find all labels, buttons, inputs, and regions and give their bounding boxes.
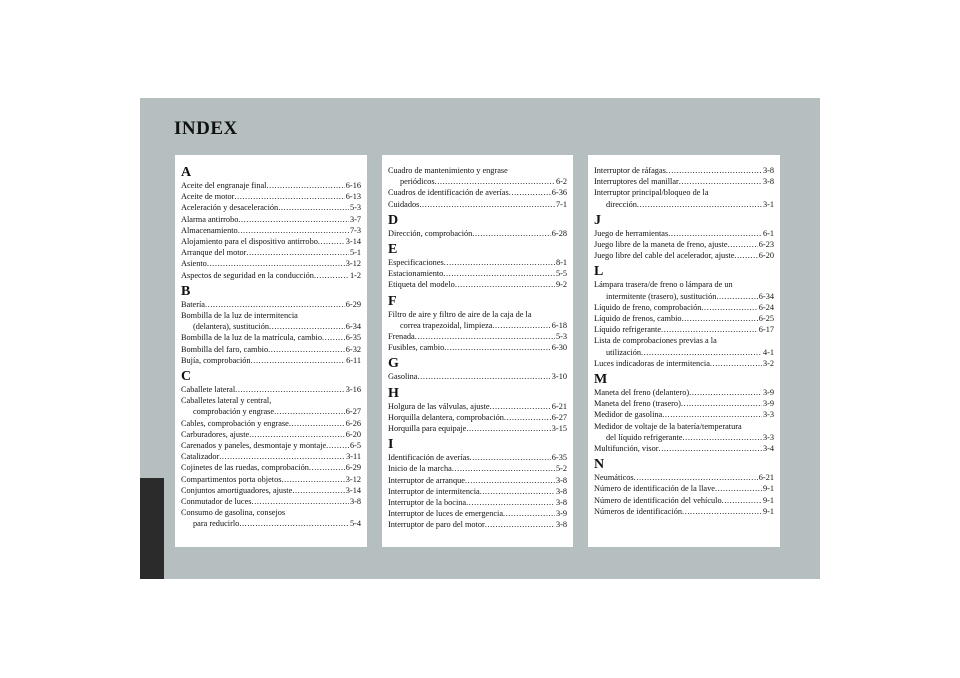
entry-text: comprobación y engrase [193, 407, 275, 417]
entry-page-number: 6-18 [551, 320, 567, 330]
entry-text: Juego de herramientas [594, 228, 669, 238]
index-entry [594, 335, 774, 357]
index-entry [388, 401, 567, 412]
index-entry [388, 165, 567, 187]
dot-leader [485, 519, 555, 530]
index-entry [594, 228, 774, 239]
index-entry [181, 485, 361, 496]
entry-text: Maneta del freno (trasero) [594, 399, 681, 409]
dot-leader [504, 412, 551, 423]
dot-leader [309, 462, 345, 473]
entry-text: Multifunción, visor [594, 444, 659, 454]
entry-page-number: 9-2 [555, 280, 567, 290]
section-letter-e: E [388, 242, 398, 258]
entry-text: Etiqueta del modelo [388, 280, 455, 290]
entry-text: Aspectos de seguridad en la conducción [181, 270, 314, 280]
entry-page-number: 3-8 [555, 475, 567, 485]
dot-leader [662, 409, 762, 420]
entry-text: Cojinetes de las ruedas, comprobación [181, 463, 309, 473]
entry-text: Medidor de gasolina [594, 410, 663, 420]
dot-leader [634, 472, 758, 483]
entry-page-number: 3-15 [551, 424, 567, 434]
index-entry [594, 506, 774, 517]
dot-leader [679, 176, 762, 187]
entry-page-number: 6-1 [762, 228, 774, 238]
entry-text: Juego libre del cable del acelerador, ajuste [594, 251, 735, 261]
index-entry [181, 451, 361, 462]
index-entry [388, 497, 567, 508]
entry-page-number: 6-13 [345, 192, 361, 202]
entry-text: Juego libre de la maneta de freno, ajuste [594, 240, 728, 250]
entry-text: Inicio de la marcha [388, 464, 452, 474]
entry-page-number: 6-23 [758, 240, 774, 250]
index-entry [594, 443, 774, 454]
entry-page-number: 3-8 [762, 177, 774, 187]
chapter-tab [140, 478, 164, 579]
entry-text: Especificaciones [388, 258, 444, 268]
dot-leader [666, 165, 762, 176]
entry-text: Filtro de aire y filtro de aire de la caja de la [388, 309, 532, 319]
entry-page-number: 6-20 [345, 429, 361, 439]
index-entry [594, 324, 774, 335]
dot-leader [249, 429, 345, 440]
entry-page-number: 3-14 [345, 485, 361, 495]
index-entry [388, 309, 567, 331]
entry-text: Interruptor de luces de emergencia [388, 509, 504, 519]
entry-page-number: 6-20 [758, 251, 774, 261]
entry-page-number: 6-17 [758, 325, 774, 335]
index-column-2 [382, 155, 573, 547]
entry-text: del líquido refrigerante [606, 432, 683, 442]
index-entry [594, 279, 774, 301]
dot-leader [314, 270, 349, 281]
dot-leader [466, 497, 555, 508]
section-letter-n: N [594, 457, 605, 473]
entry-page-number: 3-1 [762, 199, 774, 209]
entry-page-number: 3-9 [762, 388, 774, 398]
index-entry [181, 474, 361, 485]
dot-leader [710, 358, 762, 369]
dot-leader [492, 320, 550, 331]
dot-leader [281, 474, 344, 485]
entry-text: Líquido de freno, comprobación [594, 302, 702, 312]
index-entry [594, 250, 774, 261]
dot-leader [490, 401, 551, 412]
entry-page-number: 5-1 [349, 248, 361, 258]
entry-page-number: 3-8 [349, 497, 361, 507]
dot-leader [269, 321, 345, 332]
entry-text: dirección [606, 199, 637, 209]
entry-text: Maneta del freno (delantero) [594, 388, 690, 398]
entry-page-number: 3-9 [555, 509, 567, 519]
entry-text: Bombilla de la luz de la matrícula, cambio [181, 333, 322, 343]
entry-page-number: 5-4 [349, 519, 361, 529]
index-entry [181, 214, 361, 225]
index-entry [388, 342, 567, 353]
entry-page-number: 6-25 [758, 314, 774, 324]
entry-text: Luces indicadoras de intermitencia [594, 358, 710, 368]
index-column-3 [588, 155, 780, 547]
entry-text: Holgura de las válvulas, ajuste [388, 401, 490, 411]
dot-leader [435, 176, 555, 187]
index-entry [181, 191, 361, 202]
dot-leader [728, 239, 758, 250]
index-entry [181, 496, 361, 507]
index-entry [388, 475, 567, 486]
section-letter-d: D [388, 212, 399, 228]
entry-text: correa trapezoidal, limpieza [400, 320, 493, 330]
entry-page-number: 3-2 [762, 358, 774, 368]
entry-page-number: 6-29 [345, 463, 361, 473]
entry-page-number: 6-35 [345, 333, 361, 343]
entry-text: Alojamiento para el dispositivo antirrobo [181, 237, 318, 247]
entry-text: Horquilla para equipaje [388, 424, 467, 434]
dot-leader [689, 387, 762, 398]
entry-text: Interruptores del manillar [594, 177, 679, 187]
entry-text: Interruptor de intermitencia [388, 486, 480, 496]
index-entry [181, 247, 361, 258]
dot-leader [235, 384, 345, 395]
entry-page-number: 9-1 [762, 506, 774, 516]
dot-leader [466, 423, 550, 434]
dot-leader [455, 279, 555, 290]
dot-leader [681, 398, 762, 409]
index-entry [181, 332, 361, 343]
entry-page-number: 6-21 [551, 401, 567, 411]
index-entry [181, 236, 361, 247]
dot-leader [268, 344, 345, 355]
dot-leader [480, 486, 555, 497]
entry-page-number: 6-5 [349, 441, 361, 451]
index-entry [388, 423, 567, 434]
dot-leader [715, 483, 762, 494]
dot-leader [239, 518, 349, 529]
section-letter-l: L [594, 264, 604, 280]
entry-text: Aceite de motor [181, 192, 235, 202]
dot-leader [274, 406, 345, 417]
dot-leader [682, 506, 762, 517]
entry-page-number: 6-35 [551, 453, 567, 463]
index-entry [181, 429, 361, 440]
index-entry [594, 239, 774, 250]
entry-page-number: 6-26 [345, 418, 361, 428]
entry-text: Bombilla del faro, cambio [181, 344, 269, 354]
entry-page-number: 3-8 [555, 520, 567, 530]
dot-leader [418, 371, 551, 382]
entry-page-number: 6-29 [345, 299, 361, 309]
entry-page-number: 6-11 [346, 355, 361, 365]
entry-text: Aceite del engranaje final [181, 181, 267, 190]
entry-page-number: 3-9 [762, 399, 774, 409]
entry-page-number: 7-3 [349, 225, 361, 235]
entry-page-number: 3-12 [345, 259, 361, 269]
index-entry [594, 358, 774, 369]
index-entry [594, 387, 774, 398]
entry-text: intermitente (trasero), sustitución [606, 291, 717, 301]
entry-text: Medidor de voltaje de la batería/temperatura [594, 421, 742, 431]
entry-text: Cables, comprobación y engrase [181, 418, 289, 428]
entry-page-number: 6-24 [758, 302, 774, 312]
section-letter-h: H [388, 385, 399, 401]
index-entry [388, 279, 567, 290]
section-letter-a: A [181, 165, 192, 180]
dot-leader [716, 291, 757, 302]
section-letter-m: M [594, 372, 608, 388]
dot-leader [207, 258, 345, 269]
entry-text: Aceleración y desaceleración [181, 203, 279, 213]
entry-text: Número de identificación de la llave [594, 484, 715, 494]
entry-text: Gasolina [388, 372, 418, 382]
dot-leader [682, 432, 761, 443]
index-entry [181, 344, 361, 355]
index-entry [181, 462, 361, 473]
index-entry [388, 463, 567, 474]
index-entry [594, 409, 774, 420]
index-entry [181, 270, 361, 281]
entry-text: Alarma antirrobo [181, 214, 239, 224]
dot-leader [682, 313, 758, 324]
dot-leader [205, 299, 345, 310]
entry-text: Lámpara trasera/de freno o lámpara de un [594, 280, 733, 290]
section-letter-g: G [388, 356, 399, 372]
entry-page-number: 6-27 [551, 412, 567, 422]
entry-text: Almacenamiento [181, 225, 238, 235]
entry-page-number: 5-3 [349, 203, 361, 213]
index-entry [181, 310, 361, 332]
index-entry [594, 421, 774, 443]
dot-leader [246, 247, 349, 258]
entry-text: Números de identificación [594, 506, 683, 516]
index-entry [594, 176, 774, 187]
entry-page-number: 1-2 [349, 270, 361, 280]
index-entry [181, 258, 361, 269]
dot-leader [465, 475, 555, 486]
entry-text: Cuadros de identificación de averías [388, 188, 509, 198]
index-entry [594, 302, 774, 313]
index-entry [594, 495, 774, 506]
dot-leader [444, 342, 551, 353]
dot-leader [419, 199, 555, 210]
entry-page-number: 3-8 [555, 498, 567, 508]
dot-leader [722, 495, 762, 506]
entry-page-number: 6-16 [345, 181, 361, 190]
dot-leader [503, 508, 555, 519]
index-entry [388, 486, 567, 497]
entry-text: Consumo de gasolina, consejos [181, 508, 286, 518]
index-entry [388, 508, 567, 519]
entry-page-number: 4-1 [762, 347, 774, 357]
index-entry [388, 257, 567, 268]
dot-leader [472, 228, 550, 239]
entry-page-number: 3-8 [555, 486, 567, 496]
entry-text: Carburadores, ajuste [181, 429, 250, 439]
dot-leader [470, 452, 551, 463]
entry-page-number: 6-34 [345, 322, 361, 332]
dot-leader [278, 202, 349, 213]
dot-leader [734, 250, 757, 261]
entry-page-number: 6-2 [555, 177, 567, 187]
dot-leader [637, 199, 762, 210]
dot-leader [415, 331, 555, 342]
entry-page-number: 3-8 [762, 166, 774, 175]
index-entry [181, 507, 361, 529]
entry-page-number: 6-34 [758, 291, 774, 301]
section-letter-i: I [388, 437, 394, 453]
dot-leader [443, 268, 555, 279]
entry-text: Estacionamiento [388, 269, 444, 279]
entry-page-number: 9-1 [762, 495, 774, 505]
index-entry [388, 228, 567, 239]
entry-page-number: 6-30 [551, 343, 567, 353]
entry-text: Líquido refrigerante [594, 325, 662, 335]
entry-text: Dirección, comprobación [388, 228, 473, 238]
entry-text: Conmutador de luces [181, 497, 252, 507]
entry-page-number: 3-16 [345, 385, 361, 395]
index-entry [181, 384, 361, 395]
index-column-1 [175, 155, 367, 547]
entry-page-number: 6-36 [551, 188, 567, 198]
dot-leader [509, 187, 551, 198]
entry-text: Lista de comprobaciones previas a la [594, 336, 717, 346]
index-entry [181, 299, 361, 310]
entry-text: Frenada [388, 332, 415, 342]
entry-text: Líquido de frenos, cambio [594, 314, 682, 324]
index-entry [181, 418, 361, 429]
dot-leader [701, 302, 757, 313]
index-entry [388, 199, 567, 210]
index-entry [388, 452, 567, 463]
entry-text: Fusibles, cambio [388, 343, 445, 353]
dot-leader [252, 496, 349, 507]
dot-leader [661, 324, 758, 335]
section-letter-b: B [181, 283, 191, 299]
dot-leader [238, 225, 349, 236]
index-entry [388, 331, 567, 342]
entry-page-number: 3-3 [762, 432, 774, 442]
entry-page-number: 6-28 [551, 228, 567, 238]
index-entry [594, 165, 774, 176]
index-entry [594, 483, 774, 494]
dot-leader [289, 418, 345, 429]
entry-text: Conjuntos amortiguadores, ajuste [181, 485, 293, 495]
entry-text: Caballetes lateral y central, [181, 396, 272, 406]
dot-leader [318, 236, 345, 247]
entry-text: Interruptor de paro del motor [388, 520, 485, 530]
entry-text: Cuidados [388, 199, 420, 209]
entry-text: Caballete lateral [181, 385, 236, 395]
section-letter-c: C [181, 369, 192, 385]
document-page [140, 98, 820, 579]
entry-text: (delantera), sustitución [193, 322, 270, 332]
entry-page-number: 5-5 [555, 269, 567, 279]
index-entry [388, 268, 567, 279]
entry-page-number: 3-12 [345, 474, 361, 484]
entry-page-number: 3-3 [762, 410, 774, 420]
entry-page-number: 7-1 [555, 199, 567, 209]
dot-leader [266, 180, 344, 191]
entry-page-number: 6-27 [345, 407, 361, 417]
entry-text: Bombilla de la luz de intermitencia [181, 311, 298, 321]
entry-text: Catalizador [181, 452, 220, 462]
entry-page-number: 3-14 [345, 237, 361, 247]
entry-text: utilización [606, 347, 642, 357]
entry-text: para reducirlo [193, 519, 240, 529]
entry-text: Asiento [181, 259, 207, 269]
entry-page-number: 3-10 [551, 372, 567, 382]
index-entry [594, 313, 774, 324]
entry-text: Interruptor de la bocina [388, 498, 467, 508]
dot-leader [444, 257, 555, 268]
section-letter-j: J [594, 212, 601, 228]
dot-leader [322, 332, 345, 343]
entry-page-number: 3-11 [346, 452, 361, 462]
page-title: INDEX [174, 118, 238, 139]
entry-text: Interruptor de ráfagas [594, 166, 666, 175]
index-entry [388, 519, 567, 530]
entry-text: Carenados y paneles, desmontaje y montaje [181, 441, 327, 451]
entry-page-number: 9-1 [762, 484, 774, 494]
index-entry [594, 398, 774, 409]
dot-leader [641, 347, 762, 358]
index-entry [181, 395, 361, 417]
dot-leader [452, 463, 555, 474]
entry-page-number: 3-4 [762, 444, 774, 454]
index-entry [181, 225, 361, 236]
index-entry [594, 472, 774, 483]
index-entry [388, 187, 567, 198]
entry-page-number: 8-1 [555, 258, 567, 268]
index-entry [181, 180, 361, 191]
entry-text: Interruptor principal/bloqueo de la [594, 188, 709, 198]
entry-text: Identificación de averías [388, 453, 470, 463]
index-entry [594, 187, 774, 209]
entry-page-number: 5-2 [555, 464, 567, 474]
section-letter-f: F [388, 293, 397, 309]
entry-page-number: 3-7 [349, 214, 361, 224]
index-entry [181, 440, 361, 451]
dot-leader [668, 228, 762, 239]
entry-text: Horquilla delantera, comprobación [388, 412, 504, 422]
entry-text: Arranque del motor [181, 248, 247, 258]
dot-leader [659, 443, 762, 454]
entry-text: Número de identificación del vehículo [594, 495, 722, 505]
index-entry [181, 202, 361, 213]
dot-leader [292, 485, 344, 496]
dot-leader [238, 214, 349, 225]
dot-leader [326, 440, 349, 451]
index-entry [388, 412, 567, 423]
index-entry [181, 355, 361, 366]
dot-leader [219, 451, 345, 462]
entry-text: Neumáticos [594, 473, 634, 483]
entry-text: Compartimentos porta objetos [181, 474, 282, 484]
entry-page-number: 6-32 [345, 344, 361, 354]
entry-text: Interruptor de arranque [388, 475, 465, 485]
entry-text: Batería [181, 299, 205, 309]
entry-text: Bujía, comprobación [181, 355, 251, 365]
entry-text: Cuadro de mantenimiento y engrase [388, 166, 508, 175]
entry-page-number: 6-21 [758, 473, 774, 483]
entry-page-number: 5-3 [555, 332, 567, 342]
index-entry [388, 371, 567, 382]
entry-text: periódicos [400, 177, 435, 187]
dot-leader [234, 191, 344, 202]
dot-leader [251, 355, 346, 366]
